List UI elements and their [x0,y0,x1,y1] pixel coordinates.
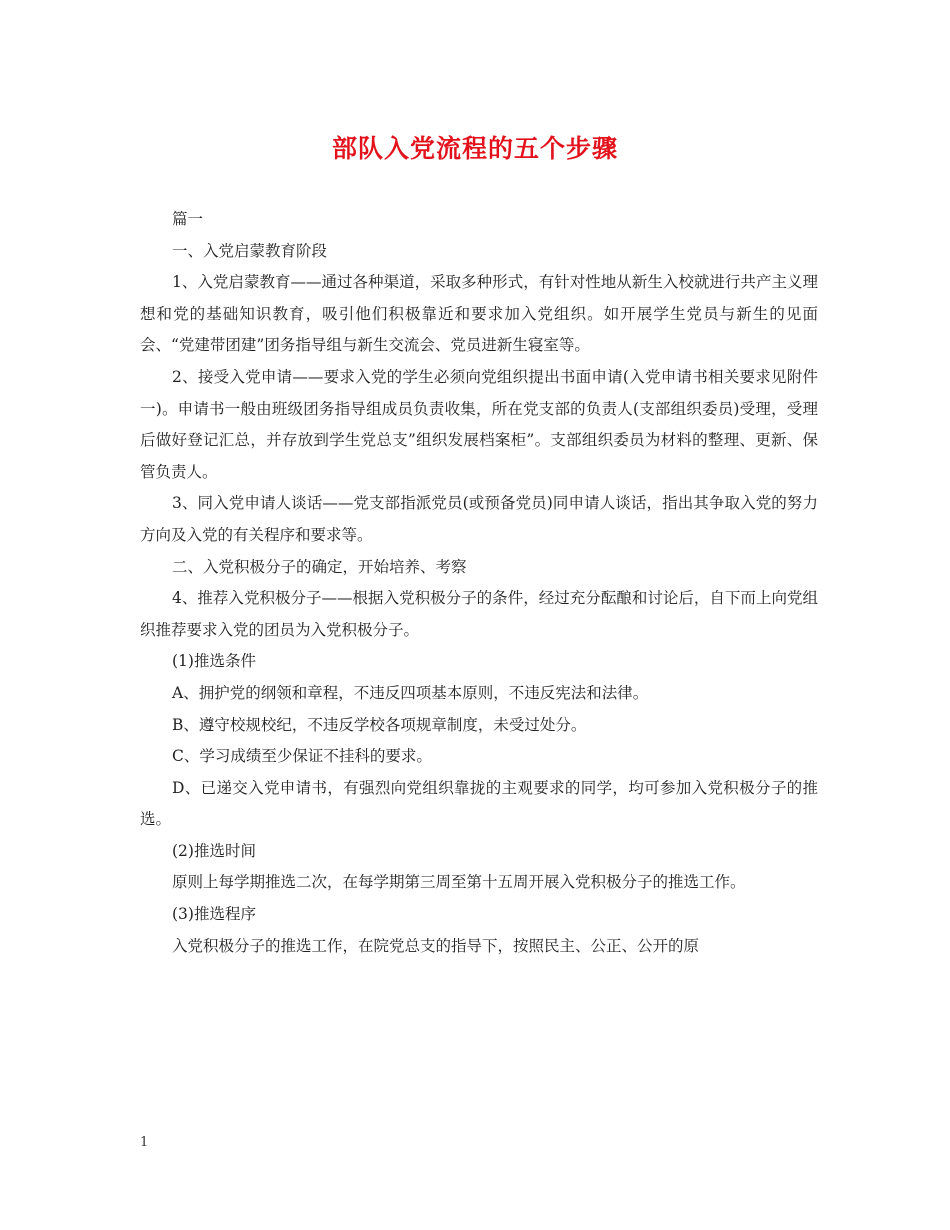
paragraph-heading-stage-2: 二、入党积极分子的确定，开始培养、考察 [172,557,467,576]
paragraph-step-1: 1、入党启蒙教育——通过各种渠道，采取多种形式，有针对性地从新生入校就进行共产主义理想和党的基础知识教育，吸引他们积极靠近和要求加入党组织。如开展学生党员与新生的见面会、“党建带团建”团务指导组与新生交流会、党员进新生寝室等。 [140,273,818,355]
paragraph-subheading-conditions: (1)推选条件 [172,652,256,671]
paragraph-subheading-time: (2)推选时间 [172,841,256,860]
paragraph-heading-stage-1: 一、入党启蒙教育阶段 [172,241,328,260]
paragraph-condition-d: D、已递交入党申请书，有强烈向党组织靠拢的主观要求的同学，均可参加入党积极分子的推选。 [140,778,818,829]
paragraph-procedure-body: 入党积极分子的推选工作，在院党总支的指导下，按照民主、公正、公开的原 [172,936,700,955]
paragraph-condition-a: A、拥护党的纲领和章程，不违反四项基本原则，不违反宪法和法律。 [172,683,649,702]
document-body [140,204,818,962]
page-title: 部队入党流程的五个步骤 [331,134,618,163]
paragraph-step-4: 4、推荐入党积极分子——根据入党积极分子的条件，经过充分酝酿和讨论后，自下而上向党组织推荐要求入党的团员为入党积极分子。 [140,589,818,639]
paragraph-section-label: 篇一 [172,210,204,228]
paragraph-step-2: 2、接受入党申请——要求入党的学生必须向党组织提出书面申请(入党申请书相关要求见附件一)。申请书一般由班级团务指导组成员负责收集，所在党支部的负责人(支部组织委员)受理，受理后做好登记汇总，并存放到学生党总支”组织发展档案柜”。支部组织委员为材料的整理、更新、保管负责人。 [140,367,818,481]
page-number: 1 [140,1135,149,1150]
paragraph-subheading-procedure: (3)推选程序 [172,905,256,924]
paragraph-step-3: 3、同入党申请人谈话——党支部指派党员(或预备党员)同申请人谈话，指出其争取入党的努力方向及入党的有关程序和要求等。 [140,494,818,544]
paragraph-time-body: 原则上每学期推选二次，在每学期第三周至第十五周开展入党积极分子的推选工作。 [172,873,746,892]
paragraph-condition-b: B、遵守校规校纪，不违反学校各项规章制度，未受过处分。 [172,715,587,734]
paragraph-condition-c: C、学习成绩至少保证不挂科的要求。 [172,747,432,766]
